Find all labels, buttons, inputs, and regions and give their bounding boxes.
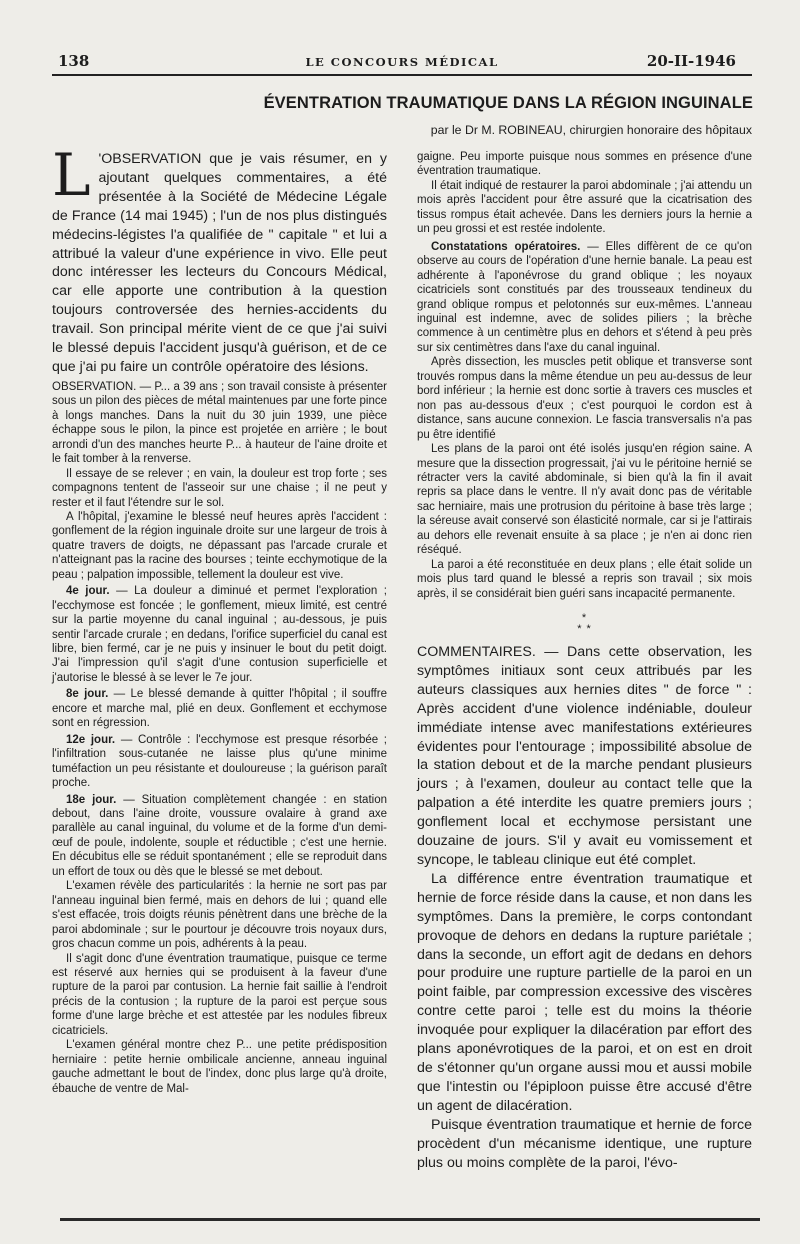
day4-text: — La douleur a diminué et permet l'exploration ; l'ecchymose est foncée ; le gonflement, mieux limité, est centré sur la partie moyenne du canal inguinal ; au-dessous, je puis sentir l'arcade crurale ; en dedans, l'orifice superficiel du canal est libre, bien fermé, car je ne puis y insinuer le bout du petit doigt. J'ai l'impression qu'il s'agit d'une contusion superficielle et j'autorise le blessé à se lever le 7e jour. bbox=[52, 585, 387, 684]
paragraph-puisque: Puisque éventration traumatique et hernie de force procèdent d'un mécanisme identique, une rupture plus ou moins complète de la paroi, l'évo- bbox=[417, 1116, 752, 1171]
day12-label: 12e jour. bbox=[66, 733, 116, 746]
separator-star-top: * bbox=[581, 612, 588, 625]
page-number: 138 bbox=[58, 52, 90, 70]
day18-label: 18e jour. bbox=[66, 793, 117, 806]
paragraph-essaie: Il essaye de se relever ; en vain, la douleur est trop forte ; ses compagnons tentent de l'asseoir sur une chaise ; il ne peut y rester et il faut l'étendre sur le sol. bbox=[52, 467, 387, 509]
day12-text: — Contrôle : l'ecchymose est presque résorbée ; l'infiltration sous-cutanée ne laisse plus qu'une minime tuméfaction un peu résistante et douloureuse ; la guérison paraît proche. bbox=[52, 733, 387, 790]
constatations-label: Constatations opératoires. bbox=[431, 240, 581, 253]
paragraph-hopital: A l'hôpital, j'examine le blessé neuf heures après l'accident : gonflement de la région inguinale droite sur une largeur de trois à quatre travers de doigts, ne dépassant pas l'arcade crurale et n'atteignant pas la racine des bourses ; teinte ecchymotique de la peau ; palpation impossible, tellement la douleur est vive. bbox=[52, 510, 387, 581]
separator-stars-bottom: * * bbox=[577, 623, 592, 636]
paragraph-dissection: Après dissection, les muscles petit oblique et transverse sont trouvés rompus dans la même étendue un peu au-dessus de leur bord inférieur ; la hernie est donc sortie à travers ces muscles et non pas au-dessous d'eux ; c'est pourquoi le cordon est à distance, sans aucune connexion. Le fascia transversalis n'a pas pu être identifié bbox=[417, 356, 752, 441]
article-title: ÉVENTRATION TRAUMATIQUE DANS LA RÉGION INGUINALE bbox=[263, 94, 753, 112]
article-byline: par le Dr M. ROBINEAU, chirurgien honoraire des hôpitaux bbox=[430, 123, 752, 137]
issue-date: 20-II-1946 bbox=[646, 52, 736, 70]
day18-text: — Situation complètement changée : en station debout, dans l'aine droite, voussure ovalaire à grand axe parallèle au canal inguinal, du volume et de la forme d'un demi-œuf de poule, indolente, souple et réductible ; c'est une hernie. En décubitus elle se réduit spontanément ; elle se reproduit dans un effort de toux ou dès que le blessé se met debout. bbox=[52, 793, 387, 878]
paragraph-paroi: La paroi a été reconstituée en deux plans ; elle était solide un mois plus tard quand le blessé a repris son travail ; six mois après, il se considérait bien guéri sans incapacité permanente. bbox=[417, 558, 752, 600]
day8-text: — Le blessé demande à quitter l'hôpital ; il souffre encore et marche mal, plié en deux. Gonflement et ecchymose sont en régression. bbox=[52, 688, 387, 730]
right-column bbox=[417, 150, 752, 1172]
left-column bbox=[52, 141, 387, 1096]
intro-text: 'OBSERVATION que je vais résumer, en y ajoutant quelques commentaires, a été présentée à la Société de Médecine Légale de France (14 mai 1945) ; l'un de nos plus distingués médecins-légistes l'a qualifiée de " capitale " et lui a attribué la valeur d'une expérience in vivo. Elle peut donc intéresser les lecteurs du Concours Médical, car elle apporte une contribution à la question toujours controversée des hernies-accidents du travail. Son principal mérite vient de ce que j'ai suivi le blessé depuis l'accident jusqu'à guérison, et de ce que j'ai pu faire un contrôle opératoire des lésions. bbox=[52, 151, 387, 375]
paragraph-plans: Les plans de la paroi ont été isolés jusqu'en région saine. A mesure que la dissection progressait, j'ai vu le péritoine hernié se rétracter vers la cavité abdominale, si bien qu'à la fin il avait repris sa place dans le ventre. Il n'y avait donc pas de véritable sac herniaire, mais une protrusion du péritoine à base très large ; la séreuse avait conservé son élasticité normale, car si je l'attirais au dehors elle revenait ensuite à sa place ; je n'en ai donc rien réséqué. bbox=[417, 443, 752, 557]
intro-paragraph bbox=[52, 141, 387, 377]
constatations-text: — Elles diffèrent de ce qu'on observe au cours de l'opération d'une hernie banale. La peau est adhérente à l'aponévrose du grand oblique ; les noyaux cicatriciels sont constitués par des trousseaux tendineux du grand oblique rompus et pelotonnés sur eux-mêmes. L'anneau inguinal est indemne, avec de solides piliers ; la brèche commence à un centimètre plus en dehors et s'étend à peu près sur six centimètres dans l'axe du canal inguinal. bbox=[417, 240, 752, 354]
day4-paragraph bbox=[52, 584, 387, 685]
constatations-paragraph bbox=[417, 240, 752, 356]
day4-label: 4e jour. bbox=[66, 585, 110, 598]
commentaires-text: Dans cette observation, les symptômes initiaux sont ceux attribués par les auteurs classiques aux hernies dites " de force " : Après accident d'une violence indéniable, douleur immédiate intense avec manifestations extérieures évidentes pour l'entourage ; impossibilité absolue de la station debout et de la marche pendant plusieurs jours ; à l'examen, douleur au contact telle que la palpation a été interdite les quatre premiers jours ; gonflement local et ecchymose persistant une douzaine de jours. S'il y avait eu vomissement et syncope, le tableau clinique eut été complet. bbox=[417, 644, 752, 869]
paragraph-indique: Il était indiqué de restaurer la paroi abdominale ; j'ai attendu un mois après l'accident pour être assuré que la cicatrisation des tissus rompus était achevée. Dans les derniers jours la hernie a un peu grossi et est restée indolente. bbox=[417, 179, 752, 236]
observation-paragraph bbox=[52, 380, 387, 467]
paragraph-examen-general: L'examen général montre chez P... une petite prédisposition herniaire : petite hernie ombilicale ancienne, anneau inguinal gauche admettant le bout de l'index, donc plus large qu'à droite, ébauche de ventre de Mal- bbox=[52, 1039, 387, 1095]
day8-paragraph bbox=[52, 687, 387, 730]
journal-name: LE CONCOURS MÉDICAL bbox=[305, 55, 499, 69]
paragraph-gaigne: gaigne. Peu importe puisque nous sommes en présence d'une éventration traumatique. bbox=[417, 151, 752, 178]
day8-label: 8e jour. bbox=[66, 688, 109, 701]
observation-text: P... a 39 ans ; son travail consiste à présenter sous un pilon des pièces de métal maintenues par une forte pince à longs manches. Dans la nuit du 30 juin 1939, une pièce échappe sous le pilon, la pince est projetée en arrière ; le bout arrondi d'un des manches heurte P... à hauteur de l'aine droite et le fait tomber à la renverse. bbox=[52, 380, 387, 466]
paragraph-examen: L'examen révèle des particularités : la hernie ne sort pas par l'anneau inguinal bien fermé, mais en dehors de lui ; quand elle s'est effacée, trois doigts réunis pénètrent dans une brèche de la paroi abdominale ; sur le pourtour je découvre trois noyaux durs, gros chacun comme un pois, adhérents à la peau. bbox=[52, 880, 387, 951]
day18-paragraph bbox=[52, 793, 387, 880]
drop-cap: L bbox=[52, 141, 91, 209]
commentaires-paragraph bbox=[417, 643, 752, 870]
observation-heading: OBSERVATION. — bbox=[52, 380, 152, 393]
section-separator bbox=[417, 613, 752, 635]
commentaires-heading: COMMENTAIRES. — bbox=[417, 644, 559, 661]
running-head bbox=[52, 48, 752, 76]
day12-paragraph bbox=[52, 733, 387, 791]
paragraph-eventration: Il s'agit donc d'une éventration traumatique, puisque ce terme est réservé aux hernies qui se produisent à la faveur d'une rupture de la paroi par contusion. La hernie fait saillie à l'endroit précis de la contusion ; la rupture de la paroi est perçue sous forme d'une large brèche et est attestée par les nodules fibreux cicatriciels. bbox=[52, 952, 387, 1037]
paragraph-difference: La différence entre éventration traumatique et hernie de force réside dans la cause, et non dans les symptômes. Dans la première, le corps contondant provoque de dehors en dedans la rupture pariétale ; dans la seconde, un effort agit de dedans en dehors pour produire une rupture partielle de la paroi en un point faible, par compression excessive des viscères contre cette paroi ; telle est du moins la théorie invoquée pour expliquer la dilacération par effort des plans aponévrotiques de la paroi, et on est en droit de s'étonner qu'un organe aussi mou et aussi mobile que l'intestin ou l'épiploon puisse être accusé d'être un agent de dilacération. bbox=[417, 870, 752, 1114]
footer-rule bbox=[60, 1218, 760, 1221]
